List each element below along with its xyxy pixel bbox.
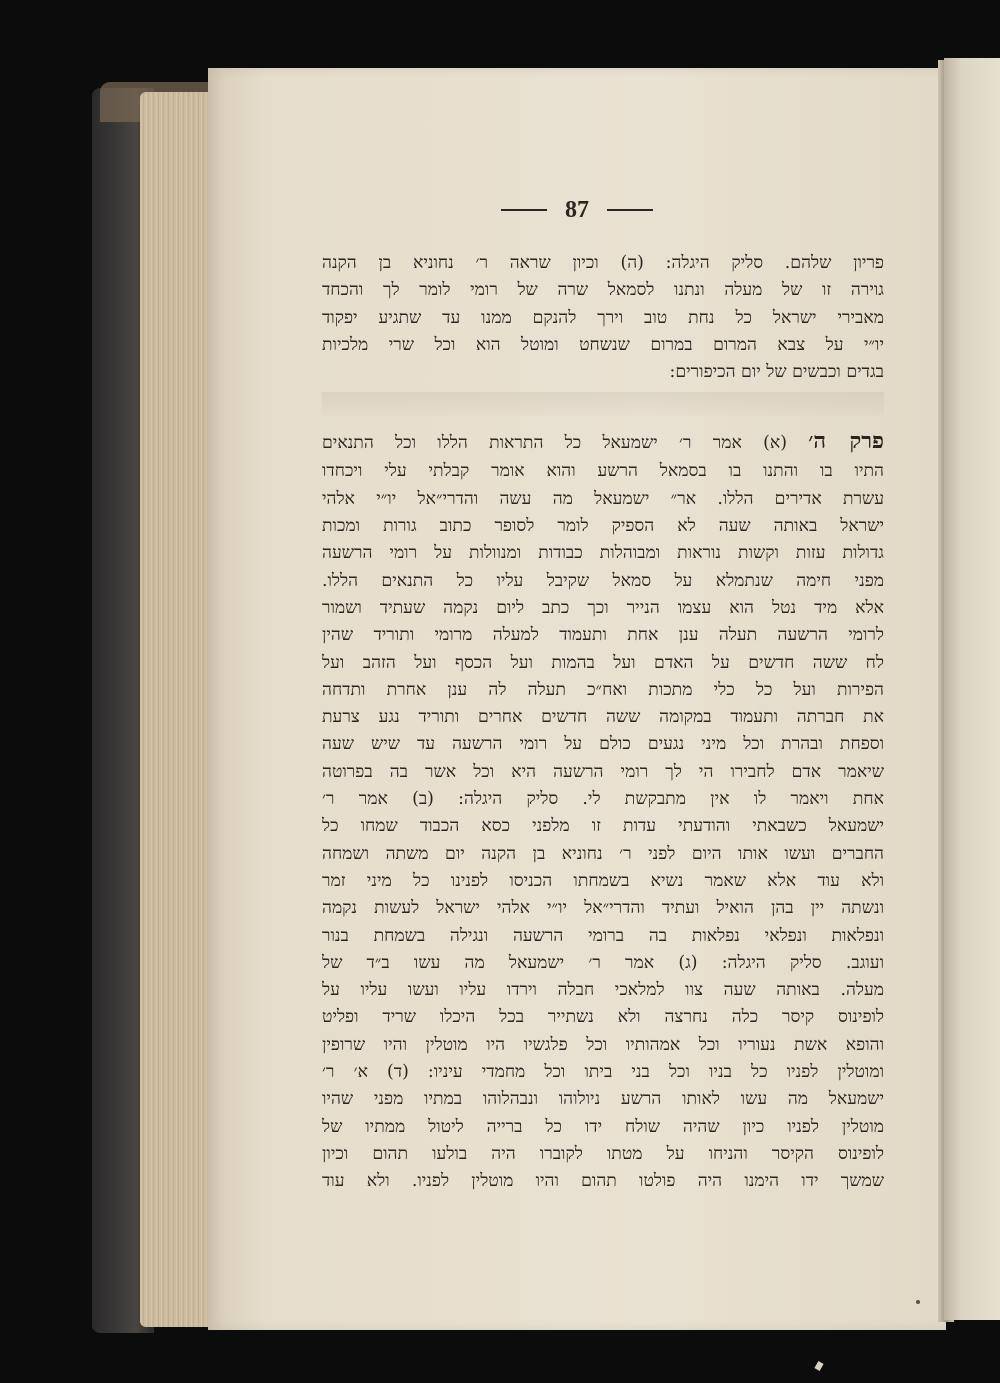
text-line: (א) אמר ר׳ ישמעאל כל התראות הללו וכל התנאים (322, 433, 787, 454)
text-line: פריון שלהם. סליק היגלה: (ה) וכיון שראה ר׳ נחוניא בן הקנה (322, 253, 884, 273)
text-line: ונפלאות ונפלאי נפלאות בה ברומי הרשעה ונגילה בשמחת בנור (322, 925, 884, 946)
text-line: מאבירי ישראל כל נחת טוב וירך להנקם ממנו עד שתגיע יפקוד (322, 307, 884, 328)
chapter-heading: פרק ה׳ (808, 428, 884, 455)
text-line: החברים ועשו אותו היום לפני ר׳ נחוניא בן הקנה יום משתה ושמחה (322, 843, 884, 864)
text-line: שיאמר אדם לחבירו הי לך רומי הרשעה היא וכל אשר בה בפרוטה (322, 761, 884, 782)
text-line: אלא מיד נטל הוא עצמו הנייר וכך כתב ליום נקמה שעתיד ושמור (322, 597, 884, 618)
text-line: וספחת ובהרת וכל מיני נגעים כולם על רומי הרשעה עד שיש שעה (322, 734, 884, 755)
text-line: שמשך ידו הימנו היה פולטו תהום והיו מוטלין לפניו. ולא עוד (322, 1171, 884, 1192)
paragraph-gap (322, 386, 884, 428)
hebrew-text-block (322, 250, 884, 1196)
text-line: לופינוס הקיסר והניחו על מטתו לקוברו היה בולעו תהום וכיון (322, 1143, 884, 1164)
text-line: לופינוס קיסר כלה נחרצה ולא נשתייר בכל היכלו שריד ופליט (322, 1007, 884, 1028)
text-line: את חברתה ותעמוד במקומה ששה חדשים אחרים ותוריד נגע צרעת (322, 707, 884, 728)
text-line: ישמעאל מה עשו לאותו הרשע ניולוהו ונבהלוהו במתיו מפני שהיו (322, 1089, 884, 1110)
facing-page-edge (944, 58, 1000, 1320)
text-line: ונשתה יין בהן הואיל ועתיד והדרי״אל יו״י אלהי ישראל לעשות נקמה (322, 898, 884, 919)
text-line: גדולות עזות וקשות נוראות ומבוהלות כבודות ומנוולות על רומי הרשעה (322, 543, 884, 564)
text-line: והופא אשת נעוריו וכל אמהותיו וכל פלגשיו היו מוטלין והיו שרופין (322, 1034, 884, 1055)
text-line: ישראל באותה שעה לא הספיק לומר לסופר כתוב גורות ומכות (322, 516, 884, 537)
text-line: גוירה זו של מעלה ונתנו לסמאל שרה של רומי לומר לך והכחד (322, 280, 884, 301)
text-line: לרומי הרשעה תעלה ענן אחת ותעמוד למעלה מרומי ותוריד שהין (322, 625, 884, 646)
text-line: אחת ויאמר לו אין מתבקשת לי. סליק היגלה: (ב) אמר ר׳ (322, 789, 884, 810)
text-line: מוטלין לפניו כיון שהיה שולח ידו כל ברייה ליטול ממתיו של (322, 1116, 884, 1137)
chapter-first-line (322, 428, 884, 458)
text-line: יו״י על צבא המרום במרום שנשחט ומוטל הוא וכל שרי מלכיות (322, 334, 884, 355)
text-line: ועוגב. סליק היגלה: (ג) אמר ר׳ ישמעאל מה עשו ב״ד של (322, 952, 884, 973)
text-line: מפני חימה שנתמלא על סמאל שקיבל עליו כל התנאים הללו. (322, 570, 884, 591)
text-line: התיו בו והתנו בו בסמאל הרשע והוא אומר קבלתי עלי ויכחדו (322, 461, 884, 482)
scan-artifact (814, 1361, 823, 1371)
header-rule-left (501, 209, 547, 211)
page-number: 87 (565, 196, 589, 223)
text-line: ולא עוד אלא שאמר נשיא בשמחתו הכניסו לפנינו כל מיני זמר (322, 870, 884, 891)
text-line: ומוטלין לפניו כל בניו וכל בני ביתו וכל מחמדי עיניו: (ד) א׳ ר׳ (322, 1062, 884, 1083)
text-line: בגדים וכבשים של יום הכיפורים: (669, 362, 884, 383)
text-line: מעלה. באותה שעה צוו למלאכי חבלה וירדו עליו ועשו עליו על (322, 980, 884, 1001)
page-header (208, 190, 946, 230)
text-line: ישמעאל כשבאתי והודעתי עדות זו מלפני כסא הכבוד שמחו כל (322, 816, 884, 837)
header-rule-right (607, 209, 653, 211)
page-speck (916, 1300, 920, 1304)
text-line: הפירות ועל כל כלי מתכות ואח״כ תעלה לה ענן אחרת ותדחה (322, 679, 884, 700)
text-line: לח ששה חדשים על האדם ועל בהמות ועל הכסף ועל הזהב ועל (322, 652, 884, 673)
text-line: עשרת אדירים הללו. אר״ ישמעאל מה עשה והדרי״אל יו״י אלהי (322, 488, 884, 509)
